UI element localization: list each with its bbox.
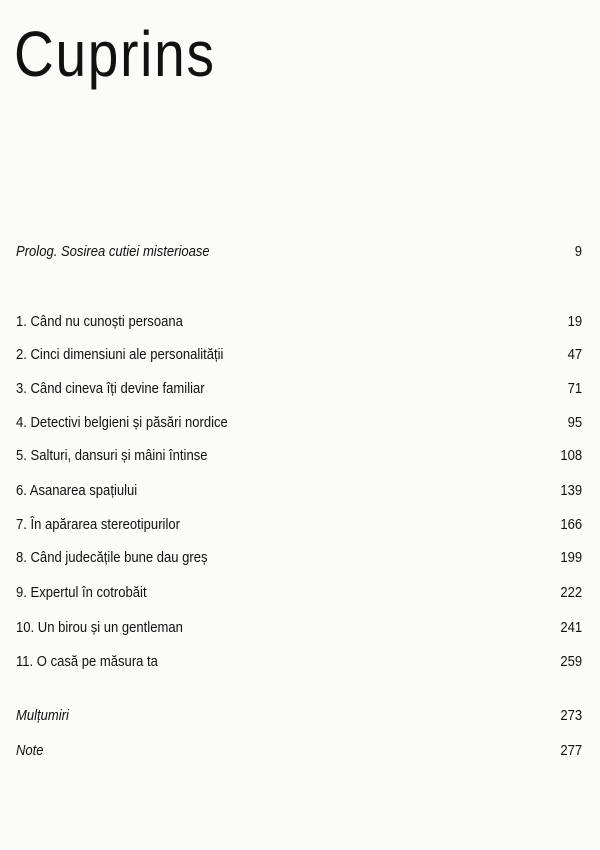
toc-entry-notes[interactable]	[16, 740, 582, 762]
toc-entry-page: 47	[567, 347, 582, 363]
toc-entry-page: 273	[560, 708, 582, 724]
toc-entry-page: 241	[560, 620, 582, 636]
toc-entry-page: 95	[567, 415, 582, 431]
toc-entry-chapter-3[interactable]	[16, 378, 582, 400]
toc-entry-chapter-7[interactable]	[16, 514, 582, 536]
toc-entry-page: 71	[567, 381, 582, 397]
toc-entry-page: 259	[560, 654, 582, 670]
toc-entry-page: 277	[560, 743, 582, 759]
toc-entry-chapter-8[interactable]	[16, 547, 582, 569]
toc-entry-label: Mulțumiri	[16, 708, 69, 724]
toc-entry-label: 9. Expertul în cotrobăit	[16, 585, 147, 601]
toc-entry-label: 6. Asanarea spațiului	[16, 483, 138, 499]
toc-entry-label: 3. Când cineva îți devine familiar	[16, 381, 205, 397]
toc-entry-label: 8. Când judecățile bune dau greș	[16, 550, 208, 566]
toc-entry-chapter-10[interactable]	[16, 617, 582, 639]
toc-entry-chapter-4[interactable]	[16, 412, 582, 434]
toc-entry-page: 199	[560, 550, 582, 566]
toc-entry-label: 11. O casă pe măsura ta	[16, 654, 158, 670]
toc-entry-page: 9	[574, 244, 582, 260]
toc-entry-page: 19	[567, 314, 582, 330]
page-title: Cuprins	[14, 18, 216, 90]
toc-entry-chapter-6[interactable]	[16, 480, 582, 502]
toc-entry-acknowledgements[interactable]	[16, 705, 582, 727]
toc-entry-label: 2. Cinci dimensiuni ale personalității	[16, 347, 224, 363]
toc-entry-label: 10. Un birou și un gentleman	[16, 620, 183, 636]
toc-entry-page: 139	[560, 483, 582, 499]
toc-entry-label: Prolog. Sosirea cutiei misterioase	[16, 244, 210, 260]
toc-entry-prolog[interactable]	[16, 241, 582, 263]
toc-entry-chapter-9[interactable]	[16, 582, 582, 604]
toc-entry-page: 108	[560, 448, 582, 464]
toc-entry-label: 7. În apărarea stereotipurilor	[16, 517, 180, 533]
toc-entry-label: 5. Salturi, dansuri și mâini întinse	[16, 448, 208, 464]
toc-entry-chapter-5[interactable]	[16, 445, 582, 467]
toc-entry-label: Note	[16, 743, 44, 759]
toc-entry-page: 222	[560, 585, 582, 601]
toc-entry-page: 166	[560, 517, 582, 533]
toc-entry-label: 4. Detectivi belgieni și păsări nordice	[16, 415, 228, 431]
toc-entry-chapter-11[interactable]	[16, 651, 582, 673]
toc-entry-label: 1. Când nu cunoști persoana	[16, 314, 183, 330]
toc-entry-chapter-1[interactable]	[16, 311, 582, 333]
toc-entry-chapter-2[interactable]	[16, 344, 582, 366]
